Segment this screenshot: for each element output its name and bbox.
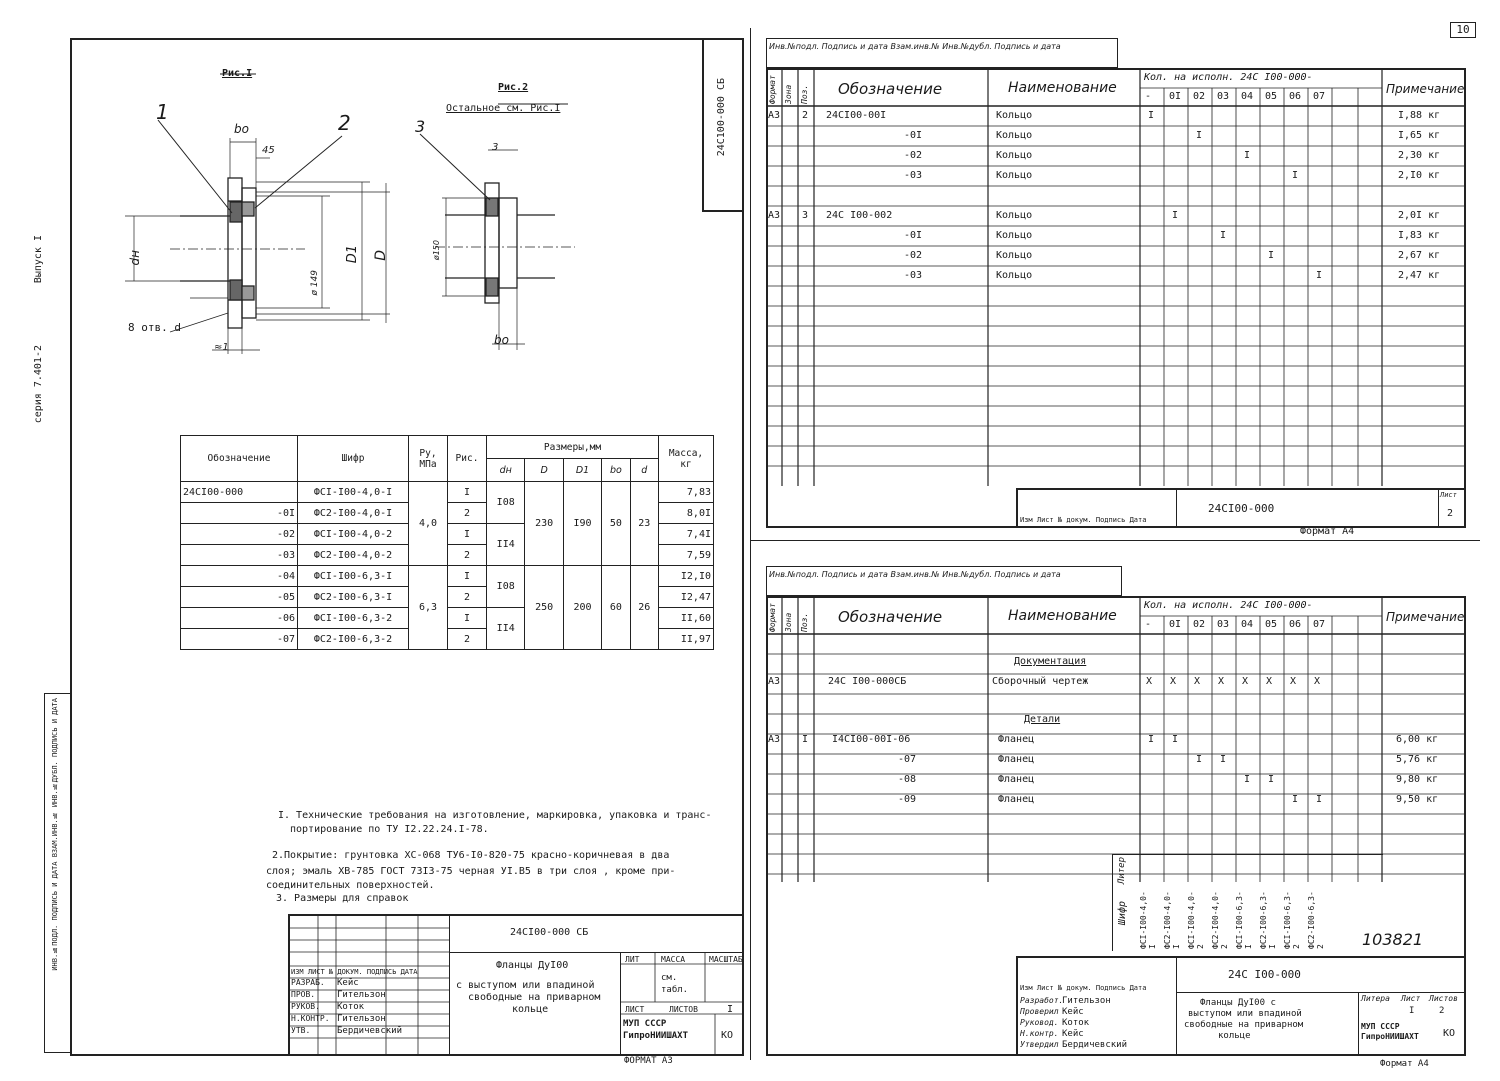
row-note: I,83 кг [1398,230,1441,241]
left-tb-code: 24СI00-000 СБ [510,927,589,938]
row-name: Кольцо [996,230,1033,241]
fig2-title: Рис.2 [498,82,529,93]
row-name: Фланец [998,774,1035,785]
qty-mark: I [1316,794,1323,805]
role-label: ПРОВ. [291,990,316,999]
cell-designation: 24СI00-000 [181,482,298,503]
cell-figure: 2 [448,587,487,608]
cell-dn: II4 [487,608,525,650]
page-number: 10 [1456,23,1470,36]
cell-cipher: ФСI-I00-4,0-2 [298,524,409,545]
row-designation: 24С I00-002 [826,210,893,221]
doc-name: Сборочный чертеж [992,676,1089,687]
cipher-value: ФС2-I00-4,0-I [1163,891,1181,949]
callout-2: 2 [338,111,351,135]
left-tb-mass: МАССА [661,955,686,964]
dim-d1: D1 [345,245,360,264]
cell-figure: I [448,566,487,587]
sheet-val: I [1409,1006,1415,1016]
left-margin-stamp [44,693,72,1053]
bottom-stamp-labels: Инв.№подл. Подпись и дата Взам.инв.№ Инв.№дубл. Подпись и дата [769,570,1061,579]
left-tb-scale: МАСШТАБ [709,955,743,964]
row-note: I,65 кг [1398,130,1441,141]
row-note: 2,I0 кг [1398,170,1441,181]
left-title-block [288,914,743,1066]
note-2b: слоя; эмаль ХВ-785 ГОСТ 73I3-75 черная УI.В5 в три слоя , кроме при- [266,866,676,877]
table-row [181,566,714,587]
cipher-label: Шифр [1117,901,1128,926]
role-label: Руковод. [1020,1018,1059,1027]
cell-dn: II4 [487,524,525,566]
inv-number: 103821 [1362,930,1424,949]
sheet-hdr: Лист [1440,491,1457,499]
doc-qty-mark: Х [1146,676,1153,687]
h-col: 03 [1217,619,1230,630]
flange-drawing [70,38,700,368]
qty-mark: I [1244,150,1251,161]
cell-mass: 7,59 [659,545,714,566]
cell-designation: -03 [181,545,298,566]
cell-D: 230 [525,482,563,566]
qty-mark: I [1244,774,1251,785]
left-tb-ko: КО [721,1030,734,1041]
series-label: серия 7.401-2 [33,345,44,424]
row-designation: -02 [904,250,923,261]
cipher-value: ФС2-I00-6,3-I [1259,891,1277,949]
dim-holes: 8 отв. d [128,321,181,334]
h-col: 04 [1241,91,1254,102]
fig1-title: Рис.I [222,68,253,79]
h-pos: Поз. [800,612,809,632]
row-name: Кольцо [996,250,1033,261]
top-stamp-labels: Инв.№подл. Подпись и дата Взам.инв.№ Инв.№дубл. Подпись и дата [769,42,1061,51]
cell-mass: I2,I0 [659,566,714,587]
h-col: - [1145,91,1152,102]
h-designation: Обозначение [838,80,943,98]
qty-mark: I [1196,130,1203,141]
th-b: bо [602,459,630,482]
doc-code-vertical: 24С100-000 СБ [716,78,727,157]
bottom-tb-title2: выступом или впадиной [1188,1009,1302,1019]
doc-qty-mark: Х [1290,676,1297,687]
h-qty: Кол. на исполн. 24С I00-000- [1144,600,1313,611]
h-name: Наименование [1008,80,1117,96]
th-figure: Рис. [448,436,487,482]
signer-name: Гительзон [337,1014,386,1024]
cell-b: 50 [602,482,630,566]
th-designation: Обозначение [181,436,298,482]
role-label: Разработ. [1020,996,1064,1005]
row-format: А3 [768,734,781,745]
signer-name: Кейс [337,978,359,988]
row-note: 2,67 кг [1398,250,1441,261]
row-pos: 2 [802,110,809,121]
row-note: 9,50 кг [1396,794,1439,805]
cell-pressure: 4,0 [409,482,448,566]
dim-45: 45 [262,145,275,156]
doc-qty-mark: Х [1266,676,1273,687]
note-1b: портирование по ТУ I2.22.24.I-78. [290,824,489,835]
th-pressure: Pу, МПа [409,436,448,482]
cell-cipher: ФСI-I00-6,3-I [298,566,409,587]
row-format: А3 [768,110,781,121]
h-col: 03 [1217,91,1230,102]
role-label: УТВ. [291,1026,311,1035]
sheet-hdr: Лист [1401,994,1421,1003]
qty-mark: I [1148,734,1155,745]
row-name: Кольцо [996,210,1033,221]
row-name: Кольцо [996,270,1033,281]
cell-designation: -06 [181,608,298,629]
h-note: Примечание [1386,610,1465,624]
ko: КО [1443,1028,1456,1039]
role-label: Н.КОНТР. [291,1014,330,1023]
h-zone: Зона [784,84,793,104]
th-D1: D1 [563,459,601,482]
left-tb-title1: Фланцы ДуI00 [496,960,569,971]
bottom-tb-right [1358,992,1465,1054]
note-1: I. Технические требования на изготовление, маркировка, упаковка и транс- [278,810,712,821]
cell-dn: I08 [487,482,525,524]
left-tb-format: ФОРМАТ АЗ [624,1056,673,1066]
cell-d: 23 [630,482,658,566]
bottom-spec-format: Формат А4 [1380,1059,1429,1069]
h-col: 04 [1241,619,1254,630]
table-row [181,482,714,503]
cell-D1: 200 [563,566,601,650]
cipher-value: ФСI-I00-6,3-I [1235,891,1253,949]
dim-bo-fig2: bо [494,333,509,347]
h-qty: Кол. на исполн. 24С I00-000- [1144,72,1313,83]
row-name: Фланец [998,794,1035,805]
cell-designation: -02 [181,524,298,545]
cell-figure: I [448,524,487,545]
cell-d: 26 [630,566,658,650]
row-name: Кольцо [996,110,1033,121]
h-col: - [1145,619,1152,630]
row-designation: 24СI00-00I [826,110,887,121]
row-designation: -0I [904,130,923,141]
qty-mark: I [1316,270,1323,281]
note-3: 3. Размеры для справок [276,893,409,904]
h-col: 05 [1265,91,1278,102]
cell-figure: I [448,608,487,629]
cipher-value: ФСI-I00-4,0-2 [1187,891,1205,949]
h-col: 07 [1313,91,1326,102]
spec-grid [768,70,1464,526]
row-note: 2,30 кг [1398,150,1441,161]
issue-label: Выпуск I [33,235,44,284]
doc-qty-mark: Х [1194,676,1201,687]
cipher-value: ФС2-I00-4,0-2 [1211,891,1229,949]
dim-D: D [373,250,389,261]
cell-figure: I [448,482,487,503]
th-cipher: Шифр [298,436,409,482]
section-docs: Документация [1014,656,1087,667]
th-dn: dн [487,459,525,482]
bottom-tb-title3: свободные на приварном [1184,1020,1304,1030]
left-tb-sheets-val: I [727,1004,734,1015]
role-label: Утвердил [1020,1040,1059,1049]
doc-qty-mark: Х [1218,676,1225,687]
row-format: А3 [768,210,781,221]
row-name: Кольцо [996,150,1033,161]
callout-3: 3 [415,117,426,136]
cell-mass: II,97 [659,629,714,650]
row-designation: -03 [904,170,923,181]
cell-mass: 7,83 [659,482,714,503]
qty-mark: I [1220,230,1227,241]
cell-b: 60 [602,566,630,650]
qty-mark: I [1268,250,1275,261]
row-designation: -09 [898,794,917,805]
signer-name: Бердичевский [337,1026,403,1036]
cell-pressure: 6,3 [409,566,448,650]
bottom-spec-stamp [766,566,1122,596]
th-mass: Масса, кг [659,436,714,482]
top-spec-table [766,68,1466,528]
section-parts: Детали [1024,714,1061,725]
row-pos: 3 [802,210,809,221]
row-note: 2,47 кг [1398,270,1441,281]
h-col: 07 [1313,619,1326,630]
cipher-value: ФС2-I00-6,3-2 [1307,891,1325,949]
left-tb-sheet: ЛИСТ [625,1005,645,1014]
h-format: Формат [768,603,777,632]
row-note: 9,80 кг [1396,774,1439,785]
role-label: Проверил [1020,1007,1059,1016]
cipher-value: ФСI-I00-4,0-I [1139,891,1157,949]
row-note: 2,0I кг [1398,210,1441,221]
sheets-hdr: Листов [1429,994,1458,1003]
cell-mass: 7,4I [659,524,714,545]
left-stamp-labels: ИНВ.№ПОДЛ. ПОДПИСЬ И ДАТА ВЗАМ.ИНВ.№ ИНВ.№ДУБЛ. ПОДПИСЬ И ДАТА [51,698,59,971]
top-title-block [1016,488,1466,528]
right-divider-h [750,540,1480,541]
dim-3: 3 [492,142,499,153]
top-tb-code: 24СI00-000 [1208,502,1275,515]
th-d: d [630,459,658,482]
left-tb-title4: кольце [512,1004,549,1015]
fig2-subtitle: Остальное см. Рис.I [446,103,561,114]
row-name: Кольцо [996,130,1033,141]
signer-name: Бердичевский [1062,1040,1128,1050]
left-tb-org: МУП СССР ГипроНИИШАХТ [623,1019,689,1041]
h-col: 02 [1193,91,1206,102]
cell-mass: II,60 [659,608,714,629]
qty-mark: I [1268,774,1275,785]
doc-format: А3 [768,676,781,687]
h-col: 06 [1289,619,1302,630]
left-tb-right-grid [621,952,743,1054]
left-tb-sheets: ЛИСТОВ [669,1005,698,1014]
dim-approx1: ≈1 [214,342,229,353]
top-spec-format: Формат А4 [1300,526,1355,537]
callout-1: 1 [156,100,169,124]
doc-qty-mark: Х [1170,676,1177,687]
dim-bo-top: bо [234,122,249,136]
cell-cipher: ФСI-I00-4,0-I [298,482,409,503]
cell-designation: -05 [181,587,298,608]
signer-name: Кейс [1062,1029,1084,1039]
cell-cipher: ФСI-I00-6,3-2 [298,608,409,629]
top-spec-stamp [766,38,1118,68]
bottom-tb-code: 24С I00-000 [1228,968,1301,981]
bottom-tb-title1: Фланцы ДуI00 с [1200,998,1276,1008]
top-tb-stamp: Изм Лист № докум. Подпись Дата [1020,516,1147,524]
row-designation: -08 [898,774,917,785]
note-2: 2.Покрытие: грунтовка ХС-068 ТУ6-I0-820-75 красно-коричневая в два [272,850,670,861]
left-tb-header: ИЗМ ЛИСТ № ДОКУМ. ПОДПИСЬ ДАТА [291,968,418,976]
cell-designation: -04 [181,566,298,587]
h-zone: Зона [784,612,793,632]
h-name: Наименование [1008,608,1117,624]
h-col: 05 [1265,619,1278,630]
th-D: D [525,459,563,482]
row-pos: I [802,734,809,745]
h-note: Примечание [1386,82,1465,96]
cell-figure: 2 [448,629,487,650]
left-tb-title2: с выступом или впадиной [456,980,595,991]
signer-name: Коток [1062,1018,1090,1028]
row-name: Фланец [998,734,1035,745]
row-designation: -0I [904,230,923,241]
h-col: 02 [1193,619,1206,630]
h-col: 0I [1169,91,1182,102]
cell-designation: -0I [181,503,298,524]
row-note: I,88 кг [1398,110,1441,121]
bottom-spec-table [766,596,1466,1056]
cell-cipher: ФС2-I00-4,0-2 [298,545,409,566]
row-designation: -03 [904,270,923,281]
left-tb-mass-val: см. табл. [661,973,689,995]
cell-cipher: ФС2-I00-4,0-I [298,503,409,524]
role-label: РУКОВ. [291,1002,320,1011]
bottom-title-block [1016,956,1466,1056]
row-name: Кольцо [996,170,1033,181]
cell-cipher: ФС2-I00-6,3-I [298,587,409,608]
role-label: Н.контр. [1020,1029,1059,1038]
dim-149: ø 149 [310,270,320,296]
signer-name: Гительзон [337,990,386,1000]
cell-mass: 8,0I [659,503,714,524]
doc-qty-mark: Х [1242,676,1249,687]
cell-D1: I90 [563,482,601,566]
dim-dn: dн [128,250,142,266]
right-divider-v [750,28,751,1060]
liter-label: Литер [1117,857,1127,885]
dim-150: ø150 [432,240,441,261]
h-format: Формат [768,75,777,104]
qty-mark: I [1148,110,1155,121]
note-2c: соединительных поверхностей. [266,880,435,891]
h-col: 0I [1169,619,1182,630]
qty-mark: I [1172,210,1179,221]
h-pos: Поз. [800,84,809,104]
row-name: Фланец [998,754,1035,765]
left-tb-right [620,952,743,1054]
row-note: 6,00 кг [1396,734,1439,745]
row-designation: -02 [904,150,923,161]
sheets-val: 2 [1439,1006,1445,1016]
qty-mark: I [1172,734,1179,745]
cell-dn: I08 [487,566,525,608]
signer-name: Кейс [1062,1007,1084,1017]
cell-cipher: ФС2-I00-6,3-2 [298,629,409,650]
h-designation: Обозначение [838,608,943,626]
row-designation: -07 [898,754,917,765]
th-sizes: Размеры,мм [487,436,659,459]
signer-name: Гительзон [1062,996,1111,1006]
qty-mark: I [1196,754,1203,765]
row-designation: I4СI00-00I-06 [832,734,911,745]
cell-D: 250 [525,566,563,650]
cell-designation: -07 [181,629,298,650]
bottom-tb-title4: кольце [1218,1031,1251,1041]
role-label: РАЗРАБ. [291,978,325,987]
h-col: 06 [1289,91,1302,102]
cell-figure: 2 [448,503,487,524]
cell-figure: 2 [448,545,487,566]
cipher-value: ФСI-I00-6,3-2 [1283,891,1301,949]
doc-code-tab [702,38,742,212]
bottom-tb-hdr: Изм Лист № докум. Подпись Дата [1020,984,1147,992]
left-tb-title3: свободные на приварном [468,992,601,1003]
flange-size-table [180,435,714,650]
page-number-box [1450,22,1476,38]
left-tb-lit: ЛИТ [625,955,640,964]
liter-hdr: Литера [1361,994,1390,1003]
signer-name: Коток [337,1002,365,1012]
qty-mark: I [1292,794,1299,805]
doc-qty-mark: Х [1314,676,1321,687]
org: МУП СССР ГипроНИИШАХТ [1361,1022,1419,1041]
doc-designation: 24С I00-000СБ [828,676,907,687]
sheet-val: 2 [1447,508,1454,519]
qty-mark: I [1220,754,1227,765]
cipher-block [1112,854,1383,951]
cell-mass: I2,47 [659,587,714,608]
qty-mark: I [1292,170,1299,181]
top-tb-sheet-box [1438,490,1465,526]
row-note: 5,76 кг [1396,754,1439,765]
